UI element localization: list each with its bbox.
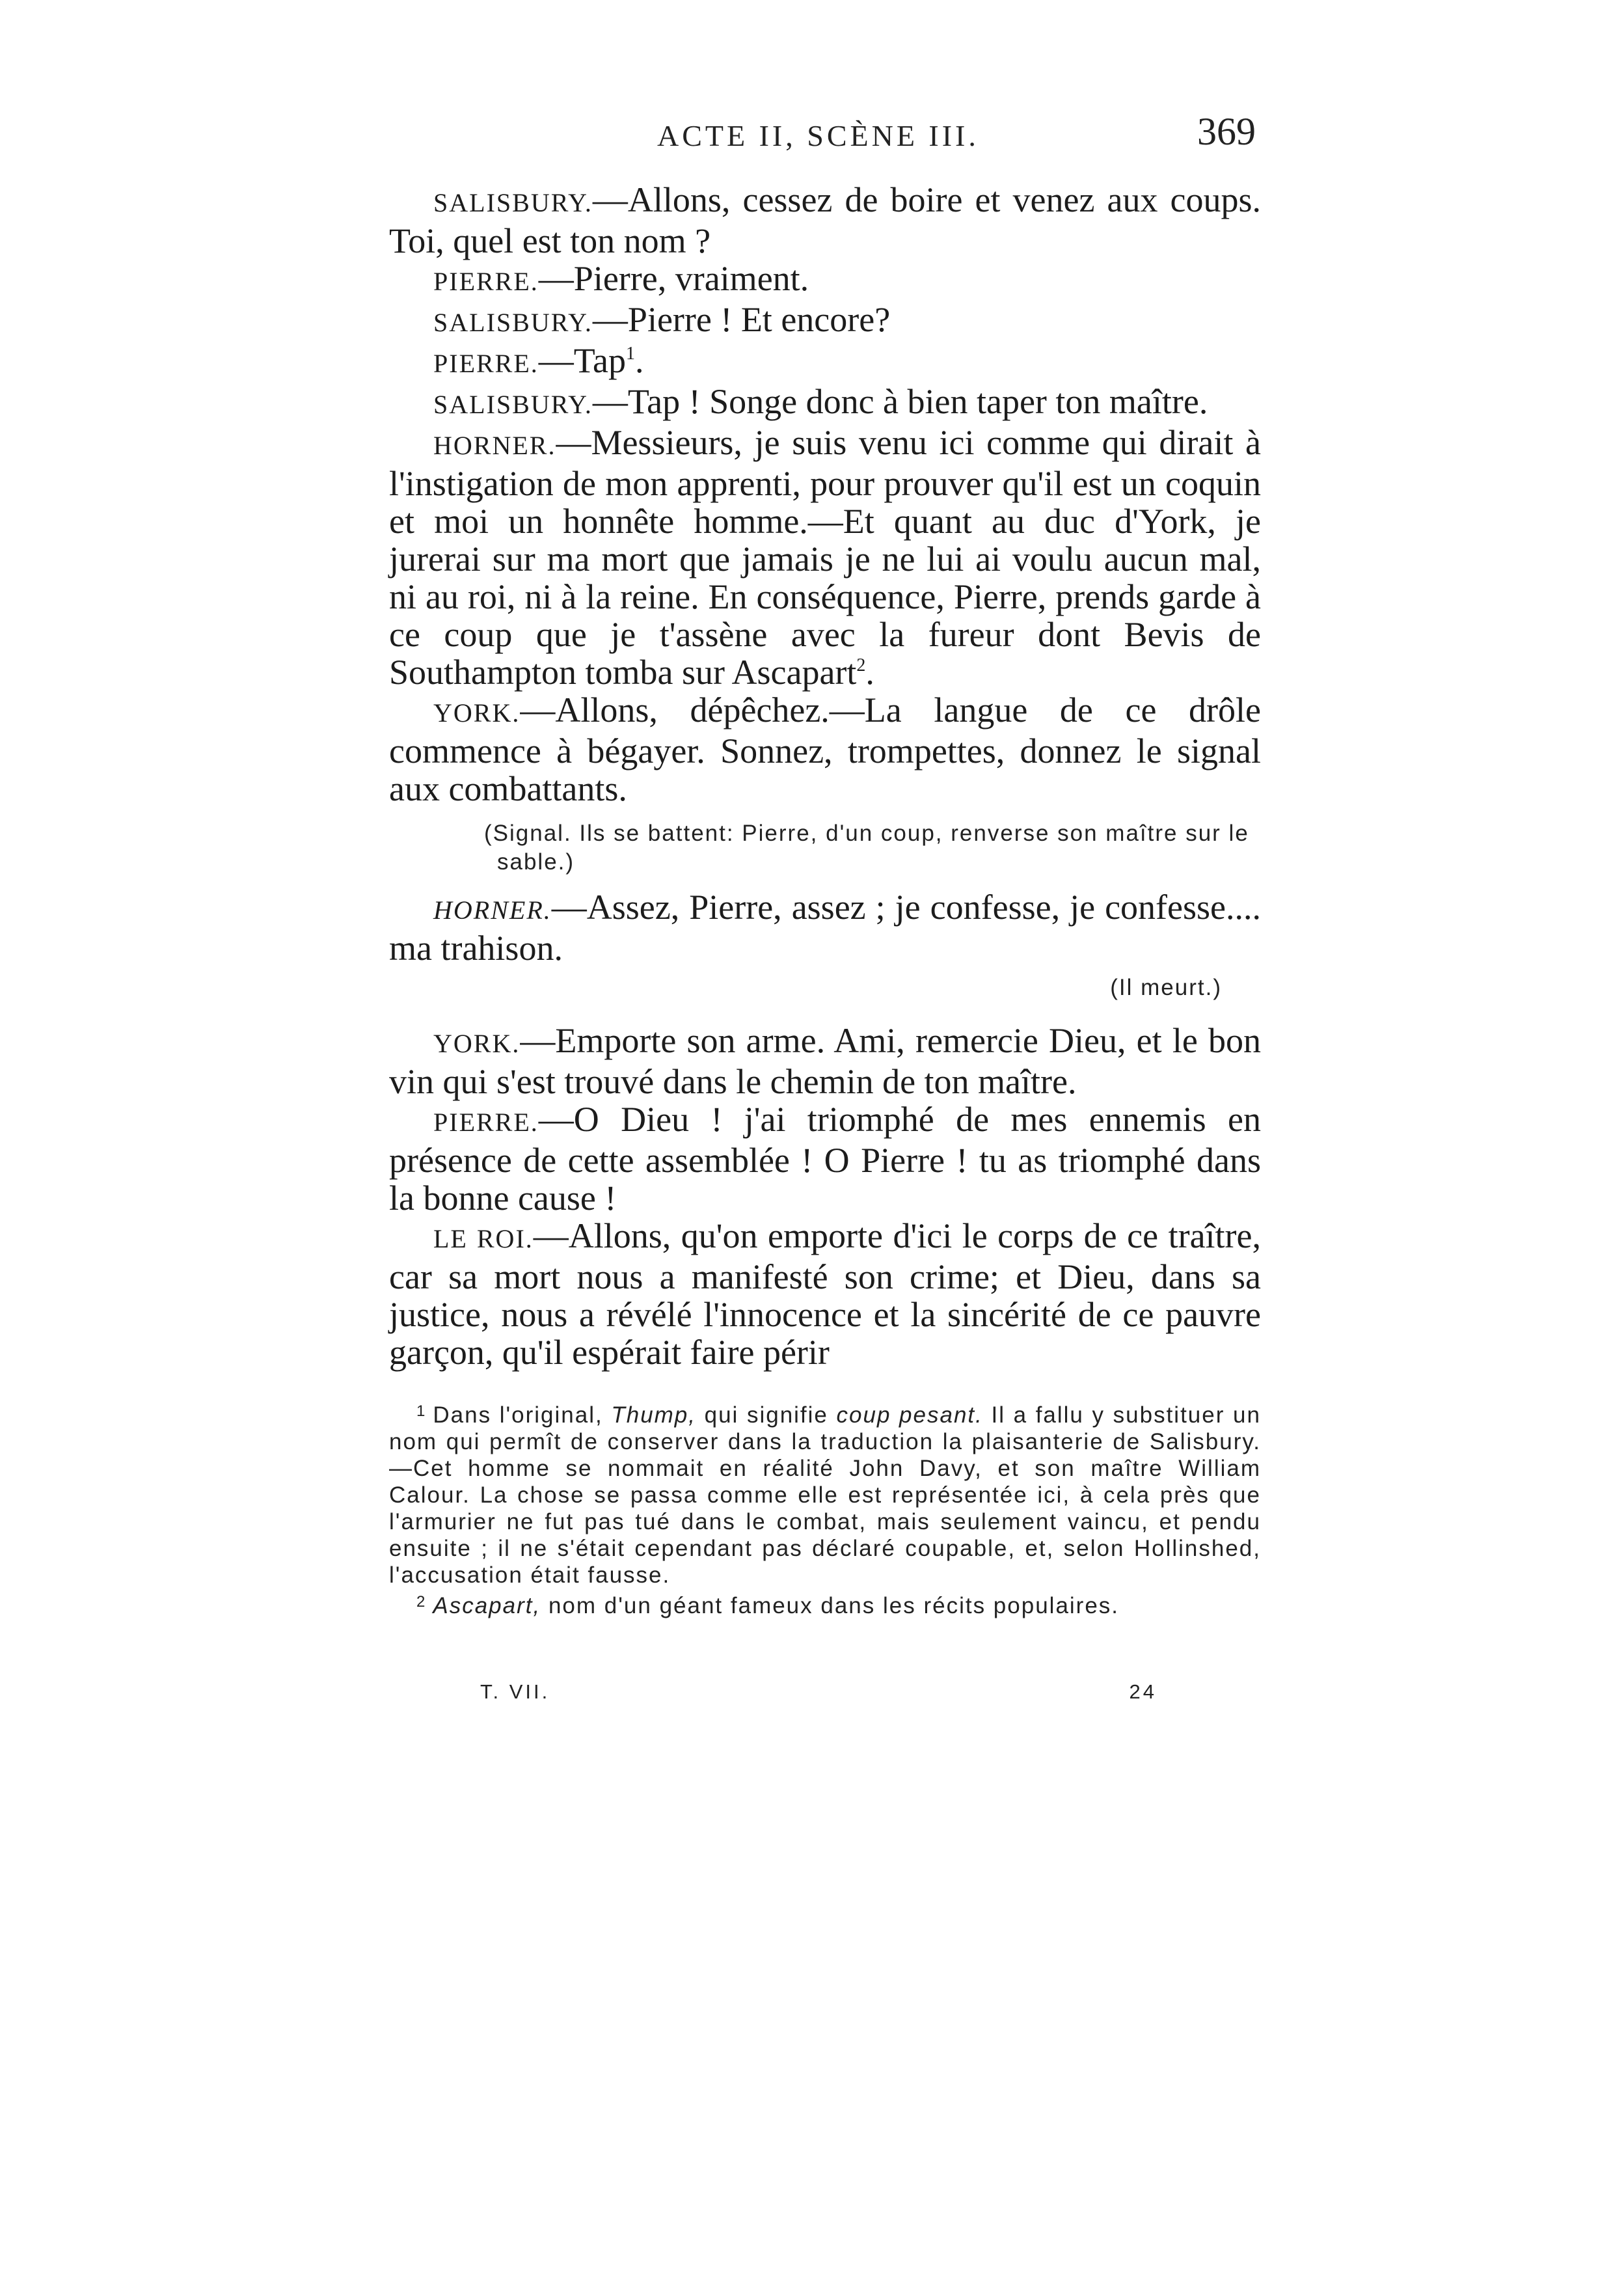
footnote-text: qui signifie — [704, 1402, 828, 1428]
printer-signature — [480, 1680, 1157, 1713]
speech-king — [389, 1217, 1261, 1371]
speaker-name: YORK. — [433, 698, 521, 728]
speech-text: —Tap — [538, 341, 626, 380]
footnote-1 — [389, 1398, 1261, 1588]
volume-mark: T. VII. — [480, 1680, 550, 1703]
speech-horner-1 — [389, 424, 1261, 691]
page-number: 369 — [1197, 110, 1256, 153]
speech-end: . — [634, 341, 644, 380]
speaker-name: LE ROI. — [433, 1224, 534, 1253]
speech-text: —Messieurs, je suis venu ici comme qui dirait à l'instigation de mon apprenti, pour prouver qu'il est un coquin et moi un honnête homme.—Et quant au duc d'York, je jurerai sur ma mort que jamais je ne lui ai voulu aucun mal, ni au roi, ni à la reine. En conséquence, Pierre, prends garde à ce coup que je t'assène avec la fureur dont Bevis de Southampton tomba sur Ascapart — [389, 423, 1261, 692]
footnote-term: Thump, — [611, 1402, 696, 1428]
speaker-name: HORNER. — [433, 431, 556, 460]
speech-salisbury-2 — [389, 301, 1261, 342]
speaker-name: YORK. — [433, 1029, 521, 1058]
speech-horner-2 — [389, 888, 1261, 967]
speech-salisbury-3 — [389, 383, 1261, 424]
speaker-name: SALISBURY. — [433, 188, 593, 217]
footnotes — [389, 1398, 1261, 1619]
speech-text: —Emporte son arme. Ami, remercie Dieu, et le bon vin qui s'est trouvé dans le chemin de ton maître. — [389, 1021, 1261, 1101]
running-head: ACTE II, SCÈNE III. — [657, 119, 979, 152]
stage-direction-death: (Il meurt.) — [1110, 975, 1222, 1000]
footnote-2 — [389, 1588, 1261, 1619]
footnote-ref: 2 — [856, 655, 866, 675]
footnote-term: coup pesant. — [836, 1402, 983, 1428]
speech-text: —Pierre, vraiment. — [538, 259, 809, 298]
speaker-name: PIERRE. — [433, 267, 539, 296]
footnote-term: Ascapart, — [433, 1593, 541, 1618]
speech-pierre-1 — [389, 260, 1261, 301]
stage-direction-signal: (Signal. Ils se battent: Pierre, d'un coup, renverse son maître sur le sable.) — [484, 821, 1249, 875]
speech-york-1 — [389, 691, 1261, 808]
speaker-name: SALISBURY. — [433, 390, 593, 419]
footnote-text: Il a fallu y substituer un nom qui permît de conserver dans la traduction la plaisanterie de Salisbury.—Cet homme se nommait en réalité John Davy, et son maître William Calour. La chose se passa comme elle est représentée ici, à cela près que l'armurier ne fut pas tué dans le combat, mais seulement vaincu, et pendu ensuite ; il ne s'était cependant pas déclaré coupable, et, selon Hollinshed, l'accusation était fausse. — [389, 1402, 1261, 1588]
footnote-text: nom d'un géant fameux dans les récits populaires. — [548, 1593, 1120, 1618]
speech-salisbury-1 — [389, 181, 1261, 260]
speech-text: —Assez, Pierre, assez ; je confesse, je confesse.... ma trahison. — [389, 888, 1261, 968]
speaker-name: PIERRE. — [433, 349, 539, 378]
speech-text: —O Dieu ! j'ai triomphé de mes ennemis en présence de cette assemblée ! O Pierre ! tu as triomphé dans la bonne cause ! — [389, 1100, 1261, 1218]
footnote-ref: 1 — [625, 344, 635, 364]
footnote-mark: 1 — [416, 1402, 427, 1420]
speaker-name: HORNER. — [433, 895, 552, 925]
footnote-mark: 2 — [416, 1593, 427, 1611]
speech-text: —Allons, cessez de boire et venez aux coups. Toi, quel est ton nom ? — [389, 180, 1261, 260]
footnote-text: Dans l'original, — [433, 1402, 603, 1428]
speech-text: —Pierre ! Et encore? — [592, 300, 891, 339]
speech-text: —Tap ! Songe donc à bien taper ton maître. — [592, 382, 1208, 421]
speech-york-2 — [389, 1022, 1261, 1100]
speaker-name: SALISBURY. — [433, 308, 593, 337]
speaker-name: PIERRE. — [433, 1108, 539, 1137]
speech-pierre-3 — [389, 1100, 1261, 1217]
speech-pierre-2 — [389, 342, 1261, 383]
speech-text: —Allons, qu'on emporte d'ici le corps de ce traître, car sa mort nous a manifesté son crime; et Dieu, dans sa justice, nous a révélé l'innocence et la sincérité de ce pauvre garçon, qu'il espérait faire périr — [389, 1216, 1262, 1372]
page-header — [397, 109, 1256, 161]
sheet-number: 24 — [1129, 1680, 1157, 1703]
dialogue-text — [389, 181, 1261, 1371]
speech-end: . — [865, 653, 874, 692]
speech-text: —Allons, dépêchez.—La langue de ce drôle commence à bégayer. Sonnez, trompettes, donnez le signal aux combattants. — [389, 690, 1261, 808]
